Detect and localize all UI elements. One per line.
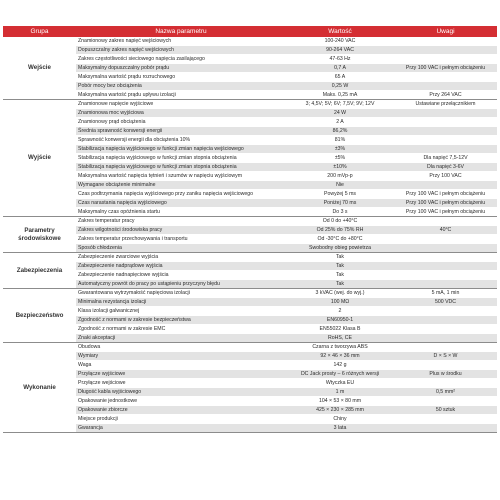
parameter-value: DC Jack prosty – 6 różnych wersji (286, 370, 394, 379)
table-row (3, 280, 497, 289)
parameter-value: Chiny (286, 415, 394, 424)
parameter-value: 47-63 Hz (286, 55, 394, 64)
parameter-remarks: Ustawiane przełącznikiem (394, 100, 497, 109)
parameter-value: 200 mVp-p (286, 172, 394, 181)
parameter-name: Maksymalna wartość prądu rozruchowego (76, 73, 286, 82)
group-label: Parametry środowiskowe (3, 217, 76, 253)
table-row (3, 100, 497, 109)
parameter-name: Gwarancja (76, 424, 286, 433)
parameter-remarks (394, 145, 497, 154)
parameter-remarks (394, 415, 497, 424)
parameter-value: ±3% (286, 145, 394, 154)
header-value: Wartość (286, 26, 394, 37)
parameter-value: 86,2% (286, 127, 394, 136)
group-label: Bezpieczeństwo (3, 289, 76, 343)
parameter-name: Waga (76, 361, 286, 370)
parameter-value: 1 m (286, 388, 394, 397)
table-header-row (3, 26, 497, 37)
parameter-name: Opakowanie jednostkowe (76, 397, 286, 406)
parameter-remarks: 500 VDC (394, 298, 497, 307)
table-row (3, 325, 497, 334)
parameter-name: Zgodność z normami w zakresie EMC (76, 325, 286, 334)
table-row (3, 208, 497, 217)
table-row (3, 379, 497, 388)
parameter-name: Przyłącze wyjściowe (76, 370, 286, 379)
parameter-remarks (394, 343, 497, 352)
parameter-name: Znamionowe napięcie wyjściowe (76, 100, 286, 109)
parameter-value: Poniżej 70 ms (286, 199, 394, 208)
parameter-name: Maksymalna wartość napięcia tętnień i szumów w napięciu wyjściowym (76, 172, 286, 181)
table-row (3, 154, 497, 163)
parameter-remarks (394, 55, 497, 64)
parameter-value: Powyżej 5 ms (286, 190, 394, 199)
parameter-remarks (394, 235, 497, 244)
parameter-name: Przyłącze wejściowe (76, 379, 286, 388)
parameter-value: 2 A (286, 118, 394, 127)
parameter-remarks (394, 73, 497, 82)
parameter-value: 100 MΩ (286, 298, 394, 307)
parameter-value: Swobodny obieg powietrza (286, 244, 394, 253)
parameter-name: Zakres wilgotności środowiska pracy (76, 226, 286, 235)
group-label: Wyjście (3, 100, 76, 217)
header-parameter-name: Nazwa parametru (76, 26, 286, 37)
parameter-value: Nie (286, 181, 394, 190)
parameter-name: Pobór mocy bez obciążenia (76, 82, 286, 91)
parameter-remarks: 5 mA, 1 min (394, 289, 497, 298)
parameter-remarks: 50 sztuk (394, 406, 497, 415)
parameter-value: Czarna z tworzywa ABS (286, 343, 394, 352)
parameter-name: Zabezpieczenie nadnapięciowe wyjścia (76, 271, 286, 280)
table-row (3, 91, 497, 100)
parameter-remarks (394, 46, 497, 55)
table-row (3, 64, 497, 73)
parameter-remarks (394, 307, 497, 316)
parameter-remarks: Dla napięć 7,5-12V (394, 154, 497, 163)
parameter-remarks: Przy 100 VAC i pełnym obciążeniu (394, 190, 497, 199)
parameter-value: 142 g (286, 361, 394, 370)
parameter-remarks (394, 280, 497, 289)
parameter-remarks (394, 109, 497, 118)
parameter-name: Długość kabla wyjściowego (76, 388, 286, 397)
parameter-remarks (394, 37, 497, 46)
parameter-value: Tak (286, 280, 394, 289)
parameter-remarks (394, 424, 497, 433)
table-row (3, 352, 497, 361)
parameter-remarks: Dla napięć 3-6V (394, 163, 497, 172)
parameter-name: Zakres temperatur przechowywania i transportu (76, 235, 286, 244)
parameter-remarks: D × S × W (394, 352, 497, 361)
parameter-name: Miejsce produkcji (76, 415, 286, 424)
parameter-name: Opakowanie zbiorcze (76, 406, 286, 415)
parameter-name: Stabilizacja napięcia wyjściowego w funkcji zmian napięcia wejściowego (76, 145, 286, 154)
parameter-name: Obudowa (76, 343, 286, 352)
table-row (3, 46, 497, 55)
parameter-remarks (394, 361, 497, 370)
parameter-value: 425 × 230 × 285 mm (286, 406, 394, 415)
parameter-name: Znamionowy zakres napięć wejściowych (76, 37, 286, 46)
parameter-remarks (394, 244, 497, 253)
parameter-name: Czas narastania napięcia wyjściowego (76, 199, 286, 208)
table-row (3, 370, 497, 379)
parameter-value: 65 A (286, 73, 394, 82)
parameter-remarks (394, 262, 497, 271)
parameter-name: Wymiary (76, 352, 286, 361)
parameter-remarks (394, 316, 497, 325)
parameter-name: Znaki akceptacji (76, 334, 286, 343)
parameter-name: Zgodność z normami w zakresie bezpieczeństwa (76, 316, 286, 325)
group-label: Zabezpieczenia (3, 253, 76, 289)
parameter-remarks (394, 217, 497, 226)
table-row (3, 217, 497, 226)
parameter-remarks: 40°C (394, 226, 497, 235)
parameter-name: Zakres temperatur pracy (76, 217, 286, 226)
group-label: Wejście (3, 37, 76, 100)
parameter-value: RoHS, CE (286, 334, 394, 343)
table-row (3, 163, 497, 172)
table-row (3, 253, 497, 262)
table-row (3, 298, 497, 307)
parameter-value: Od 25% do 75% RH (286, 226, 394, 235)
table-row (3, 136, 497, 145)
table-row (3, 262, 497, 271)
table-row (3, 406, 497, 415)
parameter-name: Gwarantowana wytrzymałość napięciowa izolacji (76, 289, 286, 298)
table-row (3, 190, 497, 199)
table-row (3, 244, 497, 253)
parameter-value: Tak (286, 262, 394, 271)
parameter-remarks (394, 397, 497, 406)
parameter-name: Dopuszczalny zakres napięć wejściowych (76, 46, 286, 55)
group-label: Wykonanie (3, 343, 76, 433)
table-row (3, 271, 497, 280)
parameter-name: Znamionowa moc wyjściowa (76, 109, 286, 118)
table-row (3, 73, 497, 82)
parameter-name: Wymagane obciążenie minimalne (76, 181, 286, 190)
parameter-value: Od 0 do +40°C (286, 217, 394, 226)
parameter-name: Maksymalna wartość prądu upływu izolacji (76, 91, 286, 100)
table-row (3, 82, 497, 91)
parameter-value: 3 kVAC (wej. do wyj.) (286, 289, 394, 298)
parameter-value: EN60950-1 (286, 316, 394, 325)
parameter-value: Od -30°C do +80°C (286, 235, 394, 244)
parameter-remarks (394, 136, 497, 145)
table-row (3, 307, 497, 316)
parameter-name: Maksymalny dopuszczalny pobór prądu (76, 64, 286, 73)
parameter-value: 104 × 53 × 80 mm (286, 397, 394, 406)
table-row (3, 316, 497, 325)
table-row (3, 397, 497, 406)
table-row (3, 145, 497, 154)
parameter-name: Sposób chłodzenia (76, 244, 286, 253)
table-row (3, 118, 497, 127)
parameter-name: Minimalna rezystancja izolacji (76, 298, 286, 307)
table-row (3, 361, 497, 370)
parameter-remarks: Plus w środku (394, 370, 497, 379)
parameter-remarks: 0,5 mm² (394, 388, 497, 397)
specification-table (3, 26, 497, 433)
parameter-name: Zakres częstotliwości sieciowego napięcia zasilającego (76, 55, 286, 64)
table-row (3, 109, 497, 118)
parameter-remarks (394, 334, 497, 343)
parameter-value: 3 lata (286, 424, 394, 433)
parameter-value: 81% (286, 136, 394, 145)
parameter-value: 92 × 46 × 36 mm (286, 352, 394, 361)
parameter-name: Automatyczny powrót do pracy po ustąpieniu przyczyny błędu (76, 280, 286, 289)
parameter-remarks: Przy 264 VAC (394, 91, 497, 100)
parameter-name: Stabilizacja napięcia wyjściowego w funkcji zmian stopnia obciążenia (76, 154, 286, 163)
parameter-value: 90-264 VAC (286, 46, 394, 55)
parameter-value: Tak (286, 253, 394, 262)
parameter-name: Znamionowy prąd obciążenia (76, 118, 286, 127)
parameter-name: Średnia sprawność konwersji energii (76, 127, 286, 136)
parameter-value: EN55022 Klasa B (286, 325, 394, 334)
table-row (3, 172, 497, 181)
parameter-remarks: Przy 100 VAC i pełnym obciążeniu (394, 64, 497, 73)
parameter-name: Maksymalny czas opóźnienia startu (76, 208, 286, 217)
parameter-value: 0,7 A (286, 64, 394, 73)
parameter-value: 24 W (286, 109, 394, 118)
table-row (3, 289, 497, 298)
header-group: Grupa (3, 26, 76, 37)
table-row (3, 226, 497, 235)
parameter-remarks (394, 271, 497, 280)
table-row (3, 199, 497, 208)
parameter-value: 0,25 W (286, 82, 394, 91)
parameter-remarks (394, 379, 497, 388)
parameter-value: ±5% (286, 154, 394, 163)
table-row (3, 343, 497, 352)
table-row (3, 388, 497, 397)
parameter-value: ±10% (286, 163, 394, 172)
parameter-remarks (394, 118, 497, 127)
parameter-name: Zabezpieczenie zwarciowe wyjścia (76, 253, 286, 262)
table-row (3, 181, 497, 190)
parameter-value: 3; 4,5V; 5V; 6V; 7,5V; 9V; 12V (286, 100, 394, 109)
table-row (3, 55, 497, 64)
parameter-value: Wtyczka EU (286, 379, 394, 388)
parameter-name: Sprawność konwersji energii dla obciążenia 10% (76, 136, 286, 145)
parameter-value: Maks. 0,25 mA (286, 91, 394, 100)
parameter-remarks (394, 127, 497, 136)
parameter-remarks (394, 181, 497, 190)
parameter-remarks (394, 325, 497, 334)
parameter-remarks: Przy 100 VAC i pełnym obciążeniu (394, 208, 497, 217)
table-body (3, 37, 497, 433)
table-row (3, 334, 497, 343)
parameter-value: 2 (286, 307, 394, 316)
table-row (3, 415, 497, 424)
parameter-remarks (394, 253, 497, 262)
header-remarks: Uwagi (394, 26, 497, 37)
parameter-remarks (394, 82, 497, 91)
table-row (3, 235, 497, 244)
parameter-name: Klasa izolacji galwanicznej (76, 307, 286, 316)
parameter-value: 100-240 VAC (286, 37, 394, 46)
parameter-name: Stabilizacja napięcia wyjściowego w funkcji zmian stopnia obciążenia (76, 163, 286, 172)
parameter-remarks: Przy 100 VAC i pełnym obciążeniu (394, 199, 497, 208)
parameter-value: Tak (286, 271, 394, 280)
parameter-value: Do 3 s (286, 208, 394, 217)
table-row (3, 37, 497, 46)
table-row (3, 424, 497, 433)
parameter-name: Zabezpieczenie nadprądowe wyjścia (76, 262, 286, 271)
parameter-remarks: Przy 100 VAC (394, 172, 497, 181)
parameter-name: Czas podtrzymania napięcia wyjściowego przy zaniku napięcia wejściowego (76, 190, 286, 199)
table-row (3, 127, 497, 136)
